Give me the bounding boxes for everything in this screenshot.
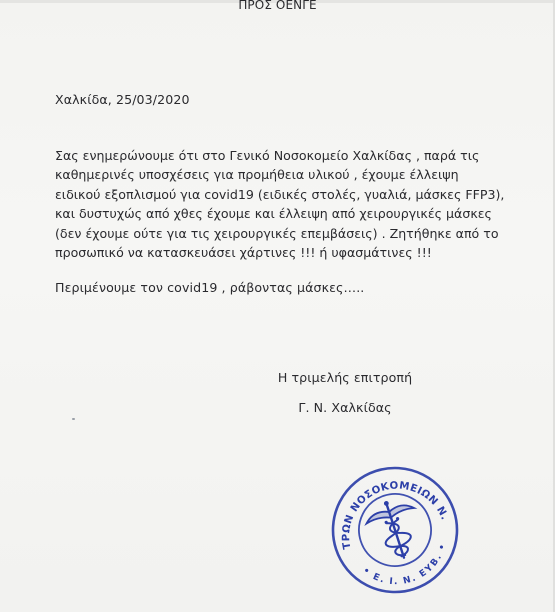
closing-line: Περιμένουμε τον covid19 , ράβοντας μάσκες….. (55, 280, 365, 295)
committee-label: Η τριμελής επιτροπή (277, 370, 413, 385)
body-line: καθημερινές υποσχέσεις για προμήθεια υλικού , έχουμε έλλειψη (55, 167, 459, 183)
body-line: και δυστυχώς από χθες έχουμε και έλλειψη από χειρουργικές μάσκες (55, 206, 492, 222)
stamp-bottom-text: • Ε. Ι. Ν. ΕΥΒ. • (360, 542, 449, 588)
recipient-heading: ΠΡΟΣ ΟΕΝΓΕ (238, 0, 317, 12)
caduceus-icon (362, 493, 428, 565)
body-line: (δεν έχουμε ούτε για τις χειρουργικές επεμβάσεις) . Ζητήθηκε από το (55, 225, 499, 241)
body-line: Σας ενημερώνουμε ότι στο Γενικό Νοσοκομείο Χαλκίδας , παρά τις (55, 148, 480, 163)
body-line: προσωπικό να κατασκευάσει χάρτινες !!! ή υφασμάτινες !!! (55, 245, 432, 261)
paper-speck (72, 418, 75, 420)
stamp-top-text: ΙΑΤΡΩΝ ΝΟΣΟΚΟΜΕΙΩΝ Ν. (341, 480, 450, 550)
date-line: Χαλκίδα, 25/03/2020 (55, 92, 190, 107)
signature-label: Γ. Ν. Χαλκίδας (298, 400, 392, 415)
body-line: ειδικού εξοπλισμού για covid19 (ειδικές στολές, γυαλιά, μάσκες FFP3), (55, 186, 505, 202)
letter-body (55, 146, 535, 262)
union-stamp (330, 465, 460, 595)
